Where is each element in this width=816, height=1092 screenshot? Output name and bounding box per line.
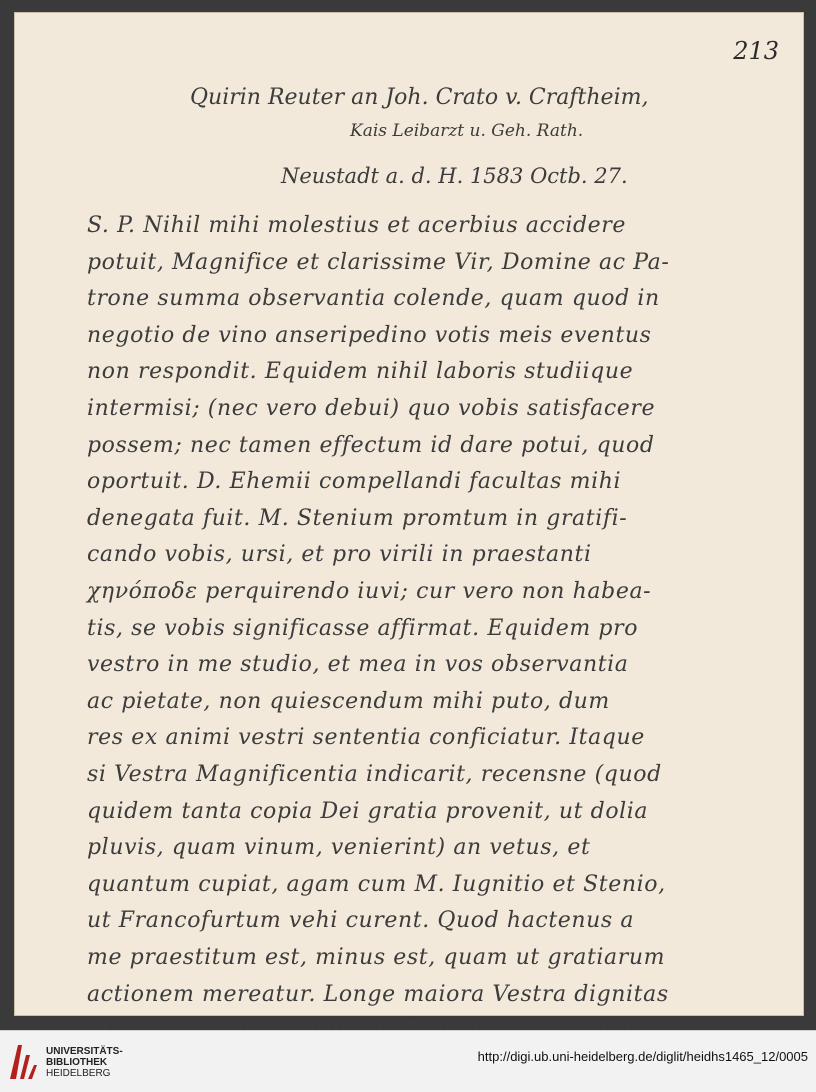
viewer-footer	[0, 1030, 816, 1092]
manuscript-page	[14, 12, 804, 1016]
letter-line: denegata fuit. M. Stenium promtum in gratifi-	[87, 505, 628, 531]
letter-subtitle: Kais Leibarzt u. Geh. Rath.	[350, 121, 584, 141]
letter-line: pluvis, quam vinum, venierint) an vetus, et	[87, 835, 591, 861]
letter-line: S. P. Nihil mihi molestius et acerbius accidere	[87, 213, 627, 238]
institution-line: BIBLIOTHEK	[46, 1057, 108, 1068]
letter-line: tis, se vobis significasse affirmat. Equidem pro	[87, 615, 639, 641]
institution-line: HEIDELBERG	[46, 1068, 111, 1079]
letter-line: res ex animi vestri sententia conficiatur. Itaque	[87, 725, 645, 751]
letter-line: trone summa observantia colende, quam quod in	[87, 286, 660, 312]
letter-line: χηνόποδε perquirendo iuvi; cur vero non habea-	[87, 579, 652, 604]
letter-line: quantum cupiat, agam cum M. Iugnitio et Stenio,	[87, 871, 666, 897]
letter-line: negotio de vino anseripedino votis meis eventus	[87, 322, 652, 348]
letter-line: actionem mereatur. Longe maiora Vestra dignitas	[87, 981, 669, 1007]
letter-line: si Vestra Magnificentia indicarit, recensne (quod	[87, 762, 662, 787]
letter-title: Quirin Reuter an Joh. Crato v. Craftheim,	[190, 85, 649, 110]
letter-line: quidem tanta copia Dei gratia provenit, ut dolia	[87, 798, 649, 824]
letter-date: Neustadt a. d. H. 1583 Octb. 27.	[281, 164, 628, 188]
institution-line: UNIVERSITÄTS-	[46, 1046, 123, 1057]
letter-line: possem; nec tamen effectum id dare potui, quod	[87, 432, 655, 458]
letter-line: intermisi; (nec vero debui) quo vobis satisfacere	[87, 396, 656, 421]
university-logo-icon	[8, 1041, 38, 1081]
folio-number: 213	[733, 37, 779, 65]
letter-line: ac pietate, non quiescendum mihi puto, dum	[87, 688, 610, 714]
permalink-url[interactable]: http://digi.ub.uni-heidelberg.de/diglit/heidhs1465_12/0005	[477, 1049, 808, 1064]
letter-line: oportuit. D. Ehemii compellandi facultas mihi	[87, 469, 622, 495]
letter-line: cando vobis, ursi, et pro virili in praestanti	[87, 542, 592, 568]
letter-line: potuit, Magnifice et clarissime Vir, Domine ac Pa-	[87, 249, 670, 275]
institution-name	[46, 1046, 123, 1079]
letter-line: ut Francofurtum vehi curent. Quod hactenus a	[87, 908, 635, 934]
letter-line: non respondit. Equidem nihil laboris studiique	[87, 359, 634, 385]
letter-line: vestro in me studio, et mea in vos observantia	[87, 652, 629, 678]
letter-line: me praestitum est, minus est, quam ut gratiarum	[87, 945, 666, 970]
